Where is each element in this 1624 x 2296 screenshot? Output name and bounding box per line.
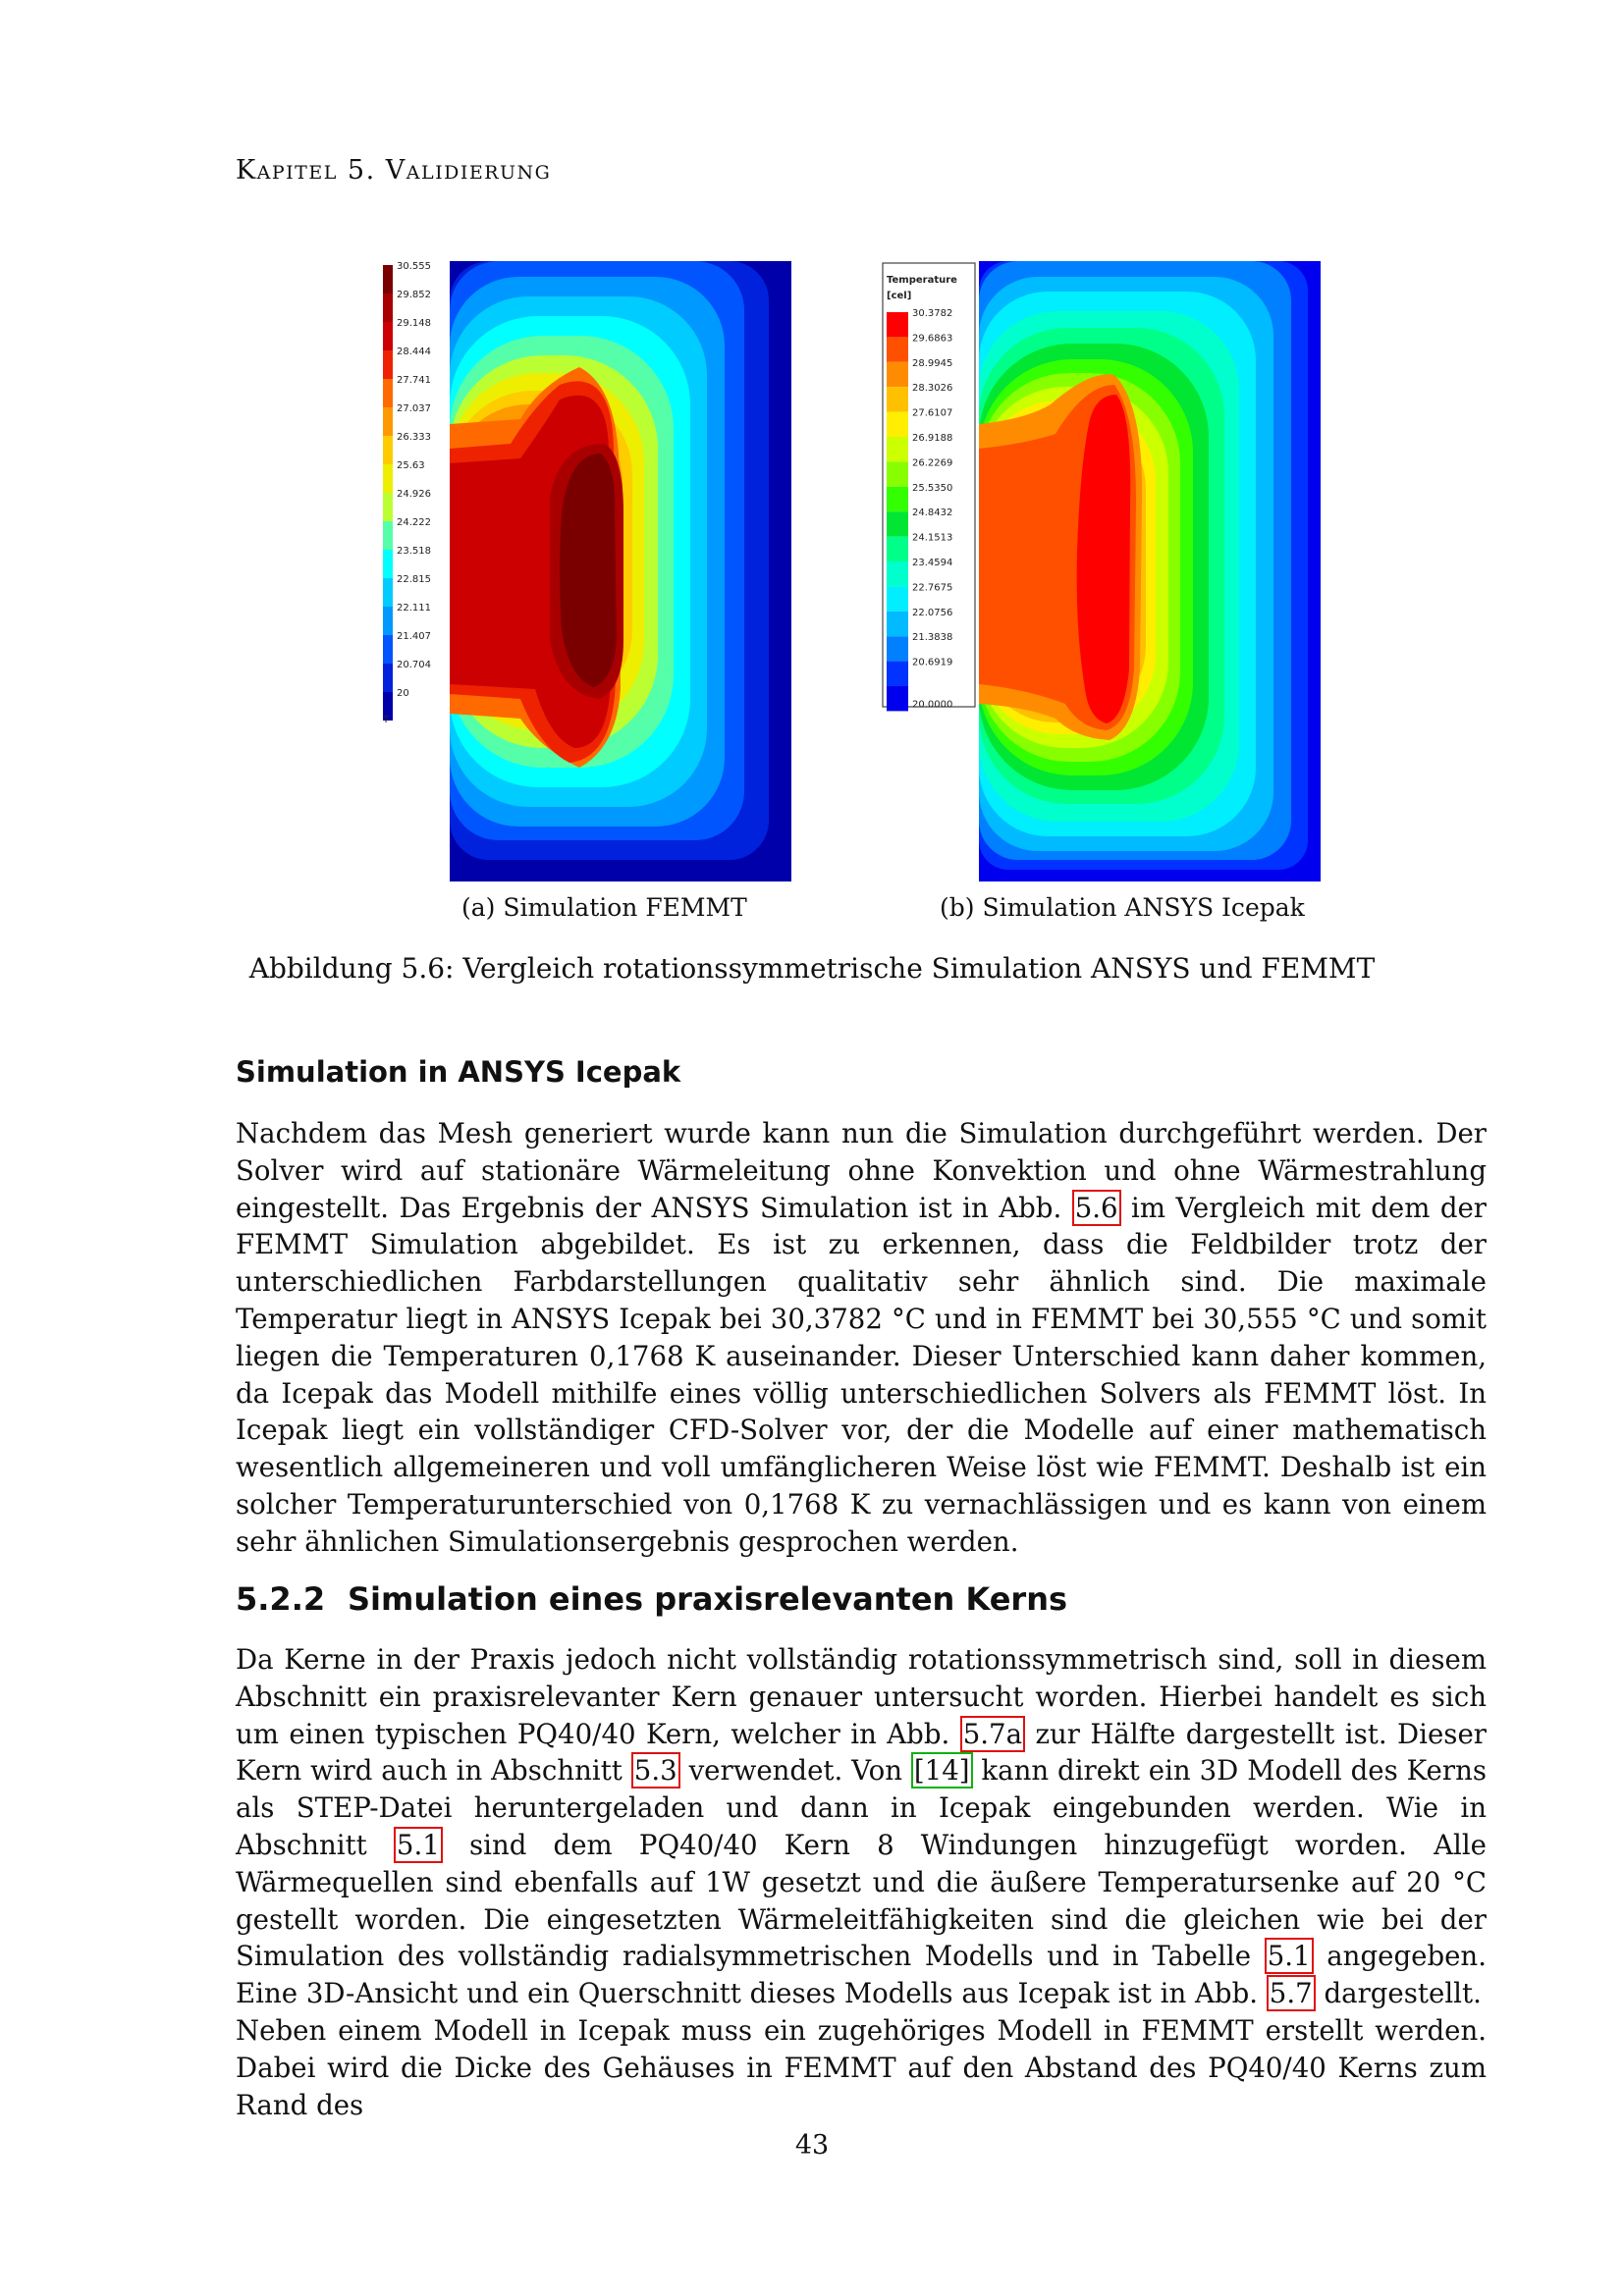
legend-tick-label: 22.7675 (912, 582, 953, 594)
colorbar-tick-label: 26.333 (397, 432, 431, 443)
colorbar-swatch (383, 379, 393, 407)
colorbar-swatch (383, 265, 393, 294)
legend-unit: [cel] (887, 291, 912, 301)
legend-swatch (887, 312, 908, 337)
legend-tick-label: 24.1513 (912, 532, 953, 544)
legend-swatch (887, 511, 908, 536)
paragraph-ansys-simulation: Nachdem das Mesh generiert wurde kann nun die Simulation durchgeführt werden. Der Solver wird auf stationäre Wärmeleitung ohne Konvektion und ohne Wärmestrahlung eingestellt. Das Ergebnis der ANSYS Simulation ist in Abb. 5.6 im Vergleich mit dem der FEMMT Simulation abgebildet. Es ist zu erkennen, dass die Feldbilder trotz der unterschiedlichen Farbdarstellungen qualitativ sehr ähnlich sind. Die maximale Temperatur liegt in ANSYS Icepak bei 30,3782 °C und in FEMMT bei 30,555 °C und somit liegen die Temperaturen 0,1768 K auseinander. Dieser Unterschied kann daher kommen, da Icepak das Modell mithilfe eines völlig unterschiedlichen Solvers als FEMMT löst. In Icepak liegt ein vollständiger CFD-Solver vor, der die Modelle auf einer mathematisch wesentlich allgemeineren und voll umfänglicheren Weise löst wie FEMMT. Deshalb ist ein solcher Temperaturunterschied von 0,1768 K zu vernachlässigen und es kann von einem sehr ähnlichen Simulationsergebnis gesprochen werden. (236, 1117, 1488, 1558)
colorbar-tick-label: 27.037 (397, 403, 431, 414)
colorbar-tick-label: 27.741 (397, 375, 431, 386)
legend-title: Temperature (887, 275, 957, 286)
legend-tick-label: 21.3838 (912, 632, 953, 644)
legend-tick-label: 27.6107 (912, 407, 953, 419)
legend-tick-label: 26.9188 (912, 433, 953, 444)
femmt-colorbar (382, 261, 431, 725)
figure-ansys (879, 257, 1330, 890)
legend-tick-label: 30.3782 (912, 308, 953, 319)
legend-tick-label: 29.6863 (912, 333, 953, 345)
legend-tick-label: 20.6919 (912, 657, 953, 668)
running-header: Kapitel 5. Validierung (236, 155, 552, 186)
colorbar-swatch (383, 436, 393, 464)
legend-swatch (887, 437, 908, 461)
colorbar-swatch (383, 407, 393, 436)
subcaption-b: (b) Simulation ANSYS Icepak (940, 893, 1305, 922)
colorbar-swatch (383, 294, 393, 322)
subsection-heading (236, 1580, 1067, 1618)
colorbar-swatch (383, 550, 393, 578)
figure-caption: Abbildung 5.6: Vergleich rotationssymmetrische Simulation ANSYS und FEMMT (248, 952, 1376, 985)
legend-swatch (887, 337, 908, 361)
legend-tick-label: 25.5350 (912, 482, 953, 494)
colorbar-swatch (383, 521, 393, 550)
colorbar-tick-label: 21.407 (397, 631, 431, 642)
colorbar-swatch (383, 635, 393, 664)
femmt-field-plot (450, 261, 791, 881)
legend-swatch (887, 461, 908, 486)
legend-swatch (887, 412, 908, 437)
ansys-field-plot (979, 261, 1321, 881)
colorbar-swatch (383, 464, 393, 493)
colorbar-tick-label: 20.704 (397, 660, 431, 670)
legend-swatch (887, 586, 908, 611)
colorbar-swatch (383, 493, 393, 521)
colorbar-tick-label: 29.148 (397, 318, 431, 329)
subsection-number: 5.2.2 (236, 1580, 326, 1618)
legend-swatch (887, 561, 908, 586)
page-number: 43 (794, 2130, 830, 2161)
colorbar-axis-letter: T (383, 715, 390, 725)
legend-tick-label: 28.9945 (912, 357, 953, 369)
figure-reference-link[interactable]: 5.6 (1072, 1190, 1121, 1226)
colorbar-tick-label: 29.852 (397, 290, 431, 300)
ansys-legend (883, 263, 975, 711)
paragraph-femmt-model: Neben einem Modell in Icepak muss ein zugehöriges Modell in FEMMT erstellt werden. Dabei wird die Dicke des Gehäuses in FEMMT auf den Abstand des PQ40/40 Kerns zum Rand des (236, 2013, 1487, 2121)
legend-tick-label: 24.8432 (912, 507, 953, 519)
legend-swatch (887, 636, 908, 661)
figure-reference-link[interactable]: 5.7a (960, 1716, 1025, 1752)
paragraph-practical-core: Da Kerne in der Praxis jedoch nicht vollständig rotationssymmetrisch sind, soll in diesem Abschnitt ein praxisrelevanter Kern genauer untersucht worden. Hierbei handelt es sich um einen typischen PQ40/40 Kern, welcher in Abb. 5.7a zur Hälfte dargestellt ist. Dieser Kern wird auch in Abschnitt 5.3 verwendet. Von [14] kann direkt ein 3D Modell des Kerns als STEP-Datei heruntergeladen und dann in Icepak eingebunden werden. Wie in Abschnitt 5.1 sind dem PQ40/40 Kern 8 Windungen hinzugefügt worden. Alle Wärmequellen sind ebenfalls auf 1W gesetzt und die äußere Temperatursenke auf 20 °C gestellt worden. Die eingesetzten Wärmeleitfähigkeiten sind die gleichen wie bei der Simulation des vollständig radialsymmetrischen Modells und in Tabelle 5.1 angegeben. Eine 3D-Ansicht und ein Querschnitt dieses Modells aus Icepak ist in Abb. 5.7 dargestellt. Neben einem Modell in Icepak muss ein zugehöriges Modell in FEMMT erstellt werden. Dabei wird die Dicke des Gehäuses in FEMMT auf den Abstand des PQ40/40 Kerns zum Rand des (236, 1641, 1487, 2123)
subsection-title: Simulation eines praxisrelevanten Kerns (348, 1580, 1068, 1618)
colorbar-tick-label: 24.222 (397, 517, 431, 528)
section-reference-link[interactable]: 5.3 (631, 1752, 680, 1789)
legend-swatch (887, 537, 908, 561)
colorbar-tick-label: 24.926 (397, 489, 431, 500)
colorbar-tick-label: 20 (397, 688, 409, 699)
legend-swatch (887, 662, 908, 686)
citation-link[interactable]: [14] (911, 1752, 973, 1789)
legend-tick-label: 20.0000 (912, 699, 953, 711)
subcaption-a: (a) Simulation FEMMT (461, 893, 747, 922)
legend-swatch (887, 686, 908, 711)
colorbar-tick-label: 28.444 (397, 347, 431, 357)
colorbar-tick-label: 22.111 (397, 603, 431, 614)
colorbar-swatch (383, 322, 393, 350)
legend-tick-label: 28.3026 (912, 383, 953, 395)
colorbar-tick-label: 22.815 (397, 574, 431, 585)
colorbar-tick-label: 25.63 (397, 460, 425, 471)
legend-swatch (887, 487, 908, 511)
legend-tick-label: 26.2269 (912, 457, 953, 469)
colorbar-swatch (383, 350, 393, 379)
legend-swatch (887, 362, 908, 387)
colorbar-swatch (383, 664, 393, 692)
legend-tick-label: 22.0756 (912, 607, 953, 618)
legend-tick-label: 23.4594 (912, 558, 953, 568)
colorbar-swatch (383, 578, 393, 607)
colorbar-tick-label: 30.555 (397, 261, 431, 272)
colorbar-swatch (383, 607, 393, 635)
legend-swatch (887, 387, 908, 411)
legend-swatch (887, 612, 908, 636)
section-reference-link[interactable]: 5.1 (394, 1827, 443, 1863)
table-reference-link[interactable]: 5.1 (1265, 1938, 1314, 1974)
figure-reference-link[interactable]: 5.7 (1267, 1975, 1316, 2011)
figure-femmt (373, 257, 805, 890)
section-heading: Simulation in ANSYS Icepak (236, 1055, 681, 1089)
colorbar-tick-label: 23.518 (397, 546, 431, 557)
